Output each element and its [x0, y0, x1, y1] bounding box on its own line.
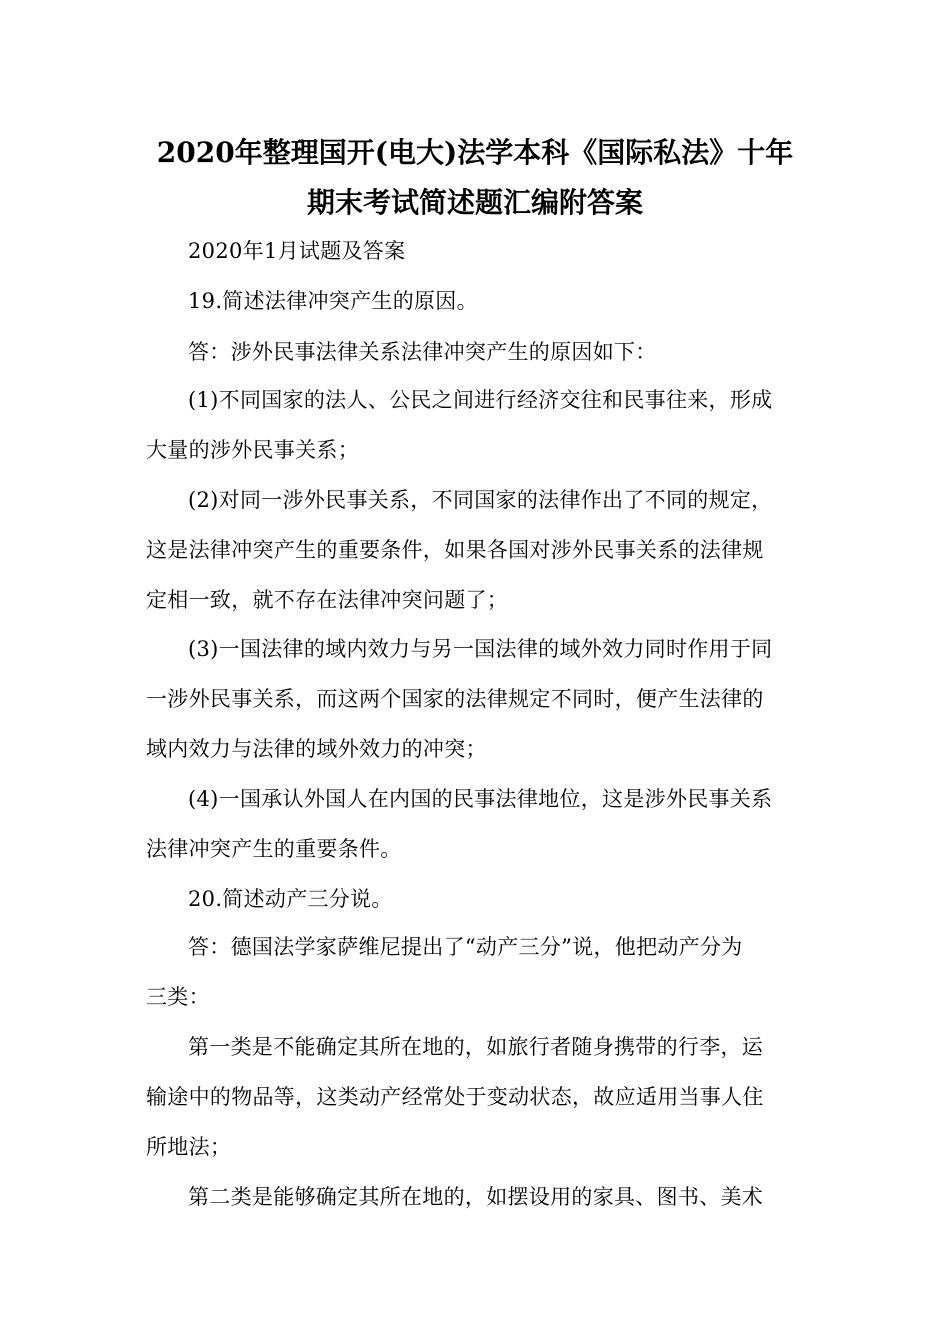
answer-19-point-4-line-2: 法律冲突产生的重要条件。 — [146, 837, 402, 861]
document-title-line-1: 2020年整理国开(电大)法学本科《国际私法》十年 — [156, 136, 794, 169]
answer-19-point-1-line-2: 大量的涉外民事关系； — [146, 438, 359, 462]
answer-19-point-4-line-1: (4)一国承认外国人在内国的民事法律地位，这是涉外民事关系 — [188, 787, 773, 811]
answer-20-category-1-line-3: 所地法； — [146, 1135, 232, 1159]
answer-19-point-2-line-3: 定相一致，就不存在法律冲突问题了； — [146, 588, 509, 612]
exam-session-heading: 2020年1月试题及答案 — [188, 239, 406, 263]
question-20: 20.简述动产三分说。 — [188, 887, 393, 911]
answer-20-intro-line-2: 三类： — [146, 985, 210, 1009]
answer-19-intro: 答：涉外民事法律关系法律冲突产生的原因如下： — [188, 340, 657, 364]
answer-19-point-3-line-1: (3)一国法律的域内效力与另一国法律的域外效力同时作用于同 — [188, 637, 773, 661]
answer-20-intro-line-1: 答：德国法学家萨维尼提出了“动产三分”说，他把动产分为 — [188, 935, 743, 959]
answer-20-category-2-line-1: 第二类是能够确定其所在地的，如摆设用的家具、图书、美术 — [188, 1185, 764, 1209]
answer-19-point-3-line-3: 域内效力与法律的域外效力的冲突； — [146, 737, 487, 761]
answer-19-point-1-line-1: (1)不同国家的法人、公民之间进行经济交往和民事往来，形成 — [188, 388, 773, 412]
document-title-line-2: 期末考试简述题汇编附答案 — [306, 186, 643, 219]
answer-19-point-2-line-1: (2)对同一涉外民事关系，不同国家的法律作出了不同的规定， — [188, 488, 773, 512]
question-19: 19.简述法律冲突产生的原因。 — [188, 289, 478, 313]
answer-19-point-3-line-2: 一涉外民事关系，而这两个国家的法律规定不同时，便产生法律的 — [146, 687, 764, 711]
answer-20-category-1-line-2: 输途中的物品等，这类动产经常处于变动状态，故应适用当事人住 — [146, 1085, 764, 1109]
answer-19-point-2-line-2: 这是法律冲突产生的重要条件，如果各国对涉外民事关系的法律规 — [146, 538, 764, 562]
answer-20-category-1-line-1: 第一类是不能确定其所在地的，如旅行者随身携带的行李，运 — [188, 1035, 764, 1059]
